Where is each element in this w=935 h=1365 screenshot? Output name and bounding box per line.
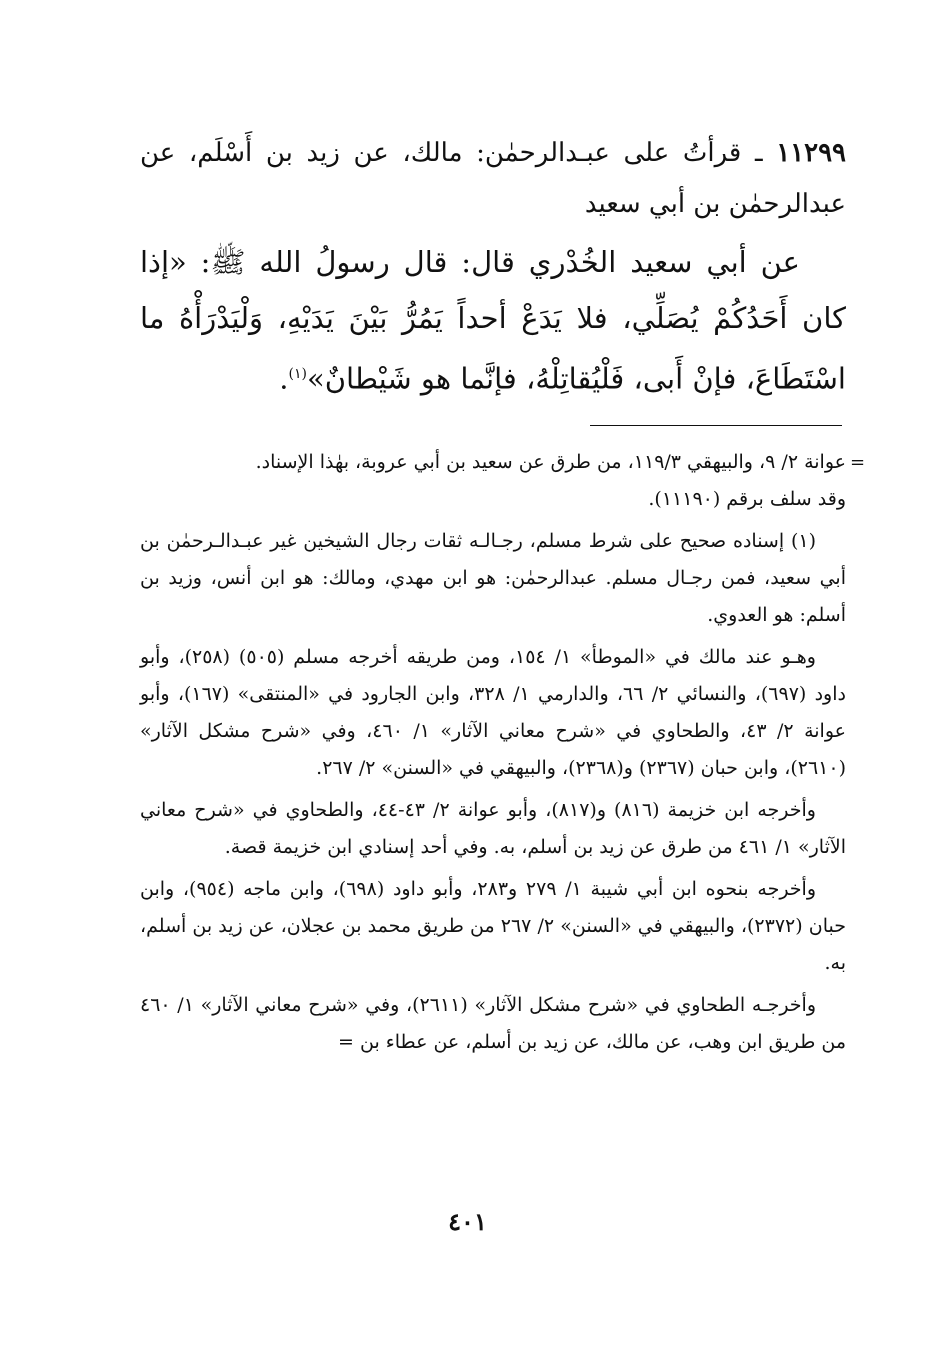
hadith-number: ١١٢٩٩ [776, 138, 847, 168]
hadith-end: . [279, 361, 289, 396]
footnotes [140, 444, 846, 1061]
footnote-1: (١) إسناده صحيح على شرط مسلم، رجـالـه ثقات رجال الشيخين غير عبـدالـرحمٰن بن أبي سعيد، فمن رجـال مسلم. عبدالرحمٰن: هو ابن مهدي، ومالك: هو ابن أنس، وزيد بن أسلم: هو العدوي. [140, 530, 846, 626]
page-number: ٤٠١ [448, 1207, 487, 1236]
footnote-ref: (١) [288, 366, 307, 382]
footnote-paragraph-4: وأخرجه بنحوه ابن أبي شيبة ١/ ٢٧٩ و٢٨٣، وأبو داود (٦٩٨)، وابن ماجه (٩٥٤)، وابن حبان (٢٣٧٢)، والبيهقي في «السنن» ٢/ ٢٦٧ من طريق محمد بن عجلان، عن زيد بن أسلم، به. [140, 878, 846, 974]
footnote-continuation: عوانة ٢/ ٩، والبيهقي ١١٩/٣، من طرق عن سعيد بن أبي عروبة، بهٰذا الإسناد. [255, 451, 846, 473]
hadith-block [140, 128, 846, 407]
footnote-paragraph-2: وهـو عند مالك في «الموطأ» ١/ ١٥٤، ومن طريقه أخرجه مسلم (٥٠٥) (٢٥٨)، وأبو داود (٦٩٧)، والنسائي ٢/ ٦٦، والدارمي ١/ ٣٢٨، وابن الجارود في «المنتقى» (١٦٧)، وأبو عوانة ٢/ ٤٣، والطحاوي في «شرح معاني الآثار» ١/ ٤٦٠، وفي «شرح مشكل الآثار» (٢٦١٠)، وابن حبان (٢٣٦٧) و(٢٣٦٨)، والبيهقي في «السنن» ٢/ ٢٦٧. [140, 646, 846, 779]
footnote-continuation-2: وقد سلف برقم (١١١٩٠). [648, 488, 846, 510]
hadith-text [140, 234, 846, 407]
footnote-paragraph-5: وأخرجـه الطحاوي في «شرح مشكل الآثار» (٢٦١١)، وفي «شرح معاني الآثار» ١/ ٤٦٠ من طريق ابن وهب، عن مالك، عن زيد بن أسلم، عن عطاء بن = [140, 994, 846, 1053]
hadith-matn: عن أبي سعيد الخُدْري قال: قال رسولُ الله ﷺ: «إذا كان أَحَدُكُمْ يُصَلِّي، فلا يَدَعْ أحداً يَمُرُّ بَيْنَ يَدَيْهِ، وَلْيَدْرَأْهُ ما اسْتَطَاعَ، فإنْ أَبى، فَلْيُقاتِلْهُ، فإنَّما هو شَيْطانٌ» [140, 245, 846, 396]
footnote-separator [590, 425, 842, 426]
hadith-chain [140, 128, 846, 230]
hadith-chain-text: ـ قرأتُ على عبـدالرحمٰن: مالك، عن زيد بن أَسْلَم، عن عبدالرحمٰن بن أبي سعيد [140, 138, 846, 219]
footnote-paragraph-3: وأخرجه ابن خزيمة (٨١٦) و(٨١٧)، وأبو عوانة ٢/ ٤٣-٤٤، والطحاوي في «شرح معاني الآثار» ١/ ٤٦١ من طرق عن زيد بن أسلم، به. وفي أحد إسنادي ابن خزيمة قصة. [140, 799, 846, 858]
continuation-mark: = [850, 452, 866, 473]
